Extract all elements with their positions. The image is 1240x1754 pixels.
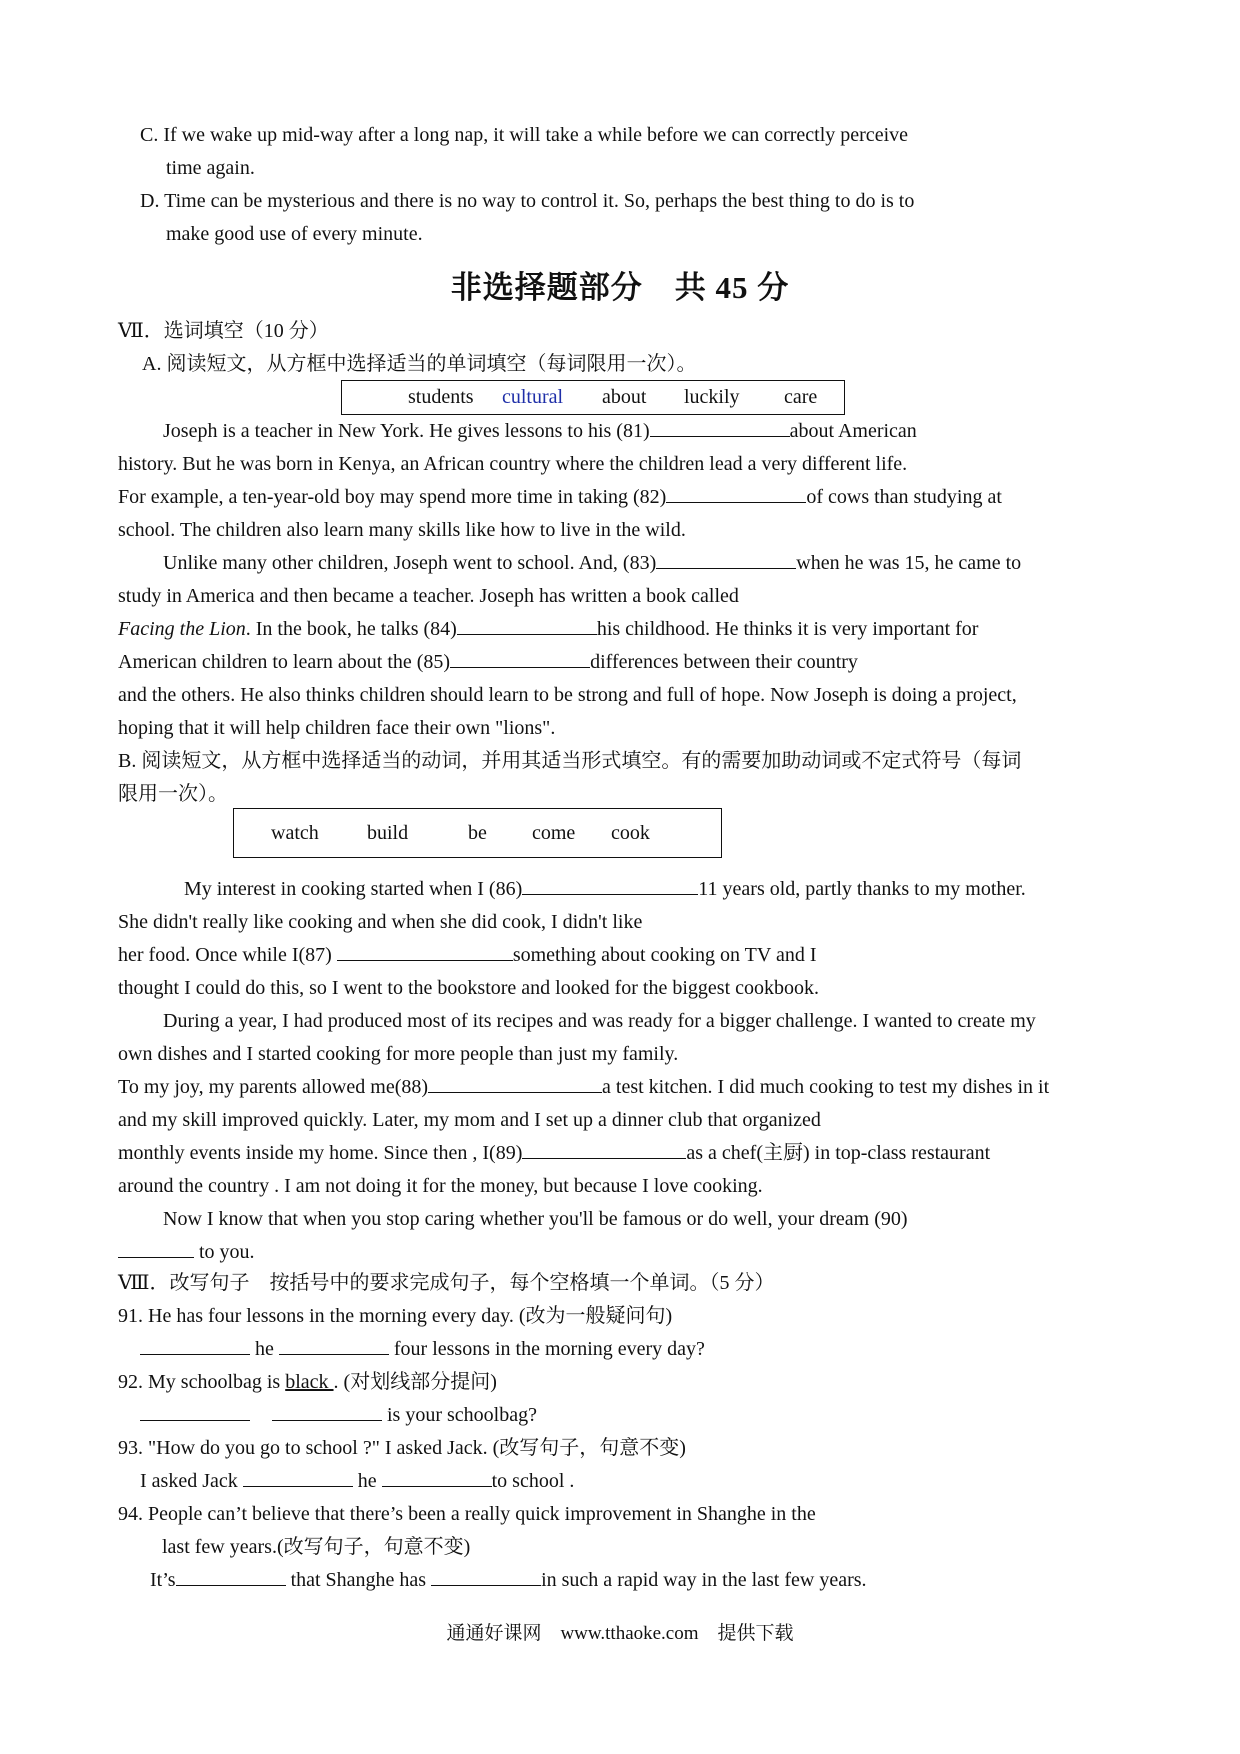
word-box-a-item: about <box>602 386 647 408</box>
answer-91: he four lessons in the morning every day? <box>140 1337 705 1361</box>
part8-title: Ⅷ．改写句子 按括号中的要求完成句子，每个空格填一个单词。（5 分） <box>118 1272 775 1294</box>
word-box-a-item: luckily <box>684 386 740 408</box>
word-box-a-item: care <box>784 386 818 408</box>
blank-93b[interactable] <box>382 1469 492 1487</box>
footer: 通通好课网 www.tthaoke.com 提供下载 <box>446 1623 794 1644</box>
passage-a-line: and the others. He also thinks children should learn to be strong and full of hope. Now Joseph is doing a project, <box>118 684 1017 706</box>
word-box-a-item: cultural <box>502 386 564 408</box>
option-c-line2: time again. <box>166 157 255 179</box>
blank-83[interactable] <box>656 551 796 569</box>
passage-b-line: My interest in cooking started when I (86) 11 years old, partly thanks to my mother. <box>184 878 1026 900</box>
blank-88[interactable] <box>428 1075 602 1093</box>
question-94: last few years.(改写句子，句意不变) <box>162 1536 471 1558</box>
blank-94b[interactable] <box>431 1568 541 1586</box>
passage-b-line: Now I know that when you stop caring whether you'll be famous or do well, your dream (90) <box>163 1208 908 1230</box>
word-box-b-item: be <box>468 822 487 844</box>
passage-a-line: hoping that it will help children face their own "lions". <box>118 717 556 739</box>
option-c-line1: C. If we wake up mid-way after a long nap, it will take a while before we can correctly perceive <box>140 124 908 146</box>
passage-b-line: around the country . I am not doing it for the money, but because I love cooking. <box>118 1175 763 1197</box>
blank-87[interactable] <box>337 943 513 961</box>
passage-b-line: monthly events inside my home. Since then , I(89) as a chef(主厨) in top-class restaurant <box>118 1142 991 1164</box>
passage-a-line: study in America and then became a teacher. Joseph has written a book called <box>118 585 739 607</box>
passage-a-line: history. But he was born in Kenya, an African country where the children lead a very different life. <box>118 453 908 475</box>
blank-86[interactable] <box>522 877 698 895</box>
answer-93: I asked Jack he to school . <box>140 1470 575 1492</box>
answer-92: is your schoolbag? <box>140 1403 537 1427</box>
section-heading: 非选择题部分 共 45 分 <box>450 270 790 305</box>
passage-b-line: own dishes and I started cooking for more people than just my family. <box>118 1043 679 1065</box>
part7a-instruction: A. 阅读短文，从方框中选择适当的单词填空（每词限用一次）。 <box>142 353 697 375</box>
blank-85[interactable] <box>450 650 590 668</box>
passage-a-line: American children to learn about the (85) differences between their country <box>118 651 858 673</box>
blank-84[interactable] <box>457 617 597 635</box>
blank-90[interactable] <box>118 1240 194 1258</box>
word-box-b-item: watch <box>271 822 319 844</box>
underlined-word: black <box>285 1371 334 1393</box>
part7b-instruction: 限用一次）。 <box>118 783 228 805</box>
passage-b-line: to you. <box>118 1240 255 1264</box>
question-92: 92. My schoolbag is black . (对划线部分提问) <box>118 1371 497 1393</box>
blank-81[interactable] <box>650 419 790 437</box>
blank-91a[interactable] <box>140 1337 250 1355</box>
word-box-b <box>233 808 722 858</box>
option-d-line1: D. Time can be mysterious and there is no way to control it. So, perhaps the best thing to do is to <box>140 190 915 212</box>
blank-89[interactable] <box>522 1141 686 1159</box>
passage-a-line: Joseph is a teacher in New York. He gives lessons to his (81) about American <box>163 420 917 442</box>
passage-b-line: She didn't really like cooking and when she did cook, I didn't like <box>118 911 643 933</box>
option-d-line2: make good use of every minute. <box>166 223 423 245</box>
passage-a-line: Facing the Lion. In the book, he talks (84) his childhood. He thinks it is very important for <box>118 618 979 640</box>
blank-94a[interactable] <box>176 1568 286 1586</box>
word-box-a-item: students <box>408 386 474 408</box>
answer-94: It’s that Shanghe has in such a rapid way in the last few years. <box>150 1569 867 1591</box>
part7b-instruction: B. 阅读短文，从方框中选择适当的动词，并用其适当形式填空。有的需要加助动词或不定式符号（每词 <box>118 750 1022 772</box>
word-box-a <box>341 380 845 415</box>
question-93: 93. "How do you go to school ?" I asked Jack. (改写句子，句意不变) <box>118 1437 686 1459</box>
blank-92b[interactable] <box>272 1403 382 1421</box>
blank-92a[interactable] <box>140 1403 250 1421</box>
blank-91b[interactable] <box>279 1337 389 1355</box>
blank-82[interactable] <box>666 485 806 503</box>
part7-title: Ⅶ．选词填空（10 分） <box>118 320 329 342</box>
book-title: Facing the Lion <box>118 618 246 640</box>
passage-a-line: Unlike many other children, Joseph went to school. And, (83) when he was 15, he came to <box>163 552 1022 574</box>
passage-b-line: thought I could do this, so I went to the bookstore and looked for the biggest cookbook. <box>118 977 820 999</box>
word-box-b-item: build <box>367 822 409 844</box>
passage-b-line: her food. Once while I(87) something about cooking on TV and I <box>118 944 817 966</box>
passage-a-line: For example, a ten-year-old boy may spend more time in taking (82) of cows than studying at <box>118 486 1002 508</box>
passage-b-line: During a year, I had produced most of its recipes and was ready for a bigger challenge. I wanted to create my <box>163 1010 1036 1032</box>
question-94: 94. People can’t believe that there’s been a really quick improvement in Shanghe in the <box>118 1503 816 1525</box>
passage-b-line: To my joy, my parents allowed me(88) a test kitchen. I did much cooking to test my dishes in it <box>118 1076 1050 1098</box>
passage-b-line: and my skill improved quickly. Later, my mom and I set up a dinner club that organized <box>118 1109 821 1131</box>
word-box-b-item: cook <box>611 822 650 844</box>
passage-a-line: school. The children also learn many skills like how to live in the wild. <box>118 519 686 541</box>
question-91: 91. He has four lessons in the morning every day. (改为一般疑问句) <box>118 1305 673 1327</box>
word-box-b-item: come <box>532 822 576 844</box>
blank-93a[interactable] <box>243 1469 353 1487</box>
